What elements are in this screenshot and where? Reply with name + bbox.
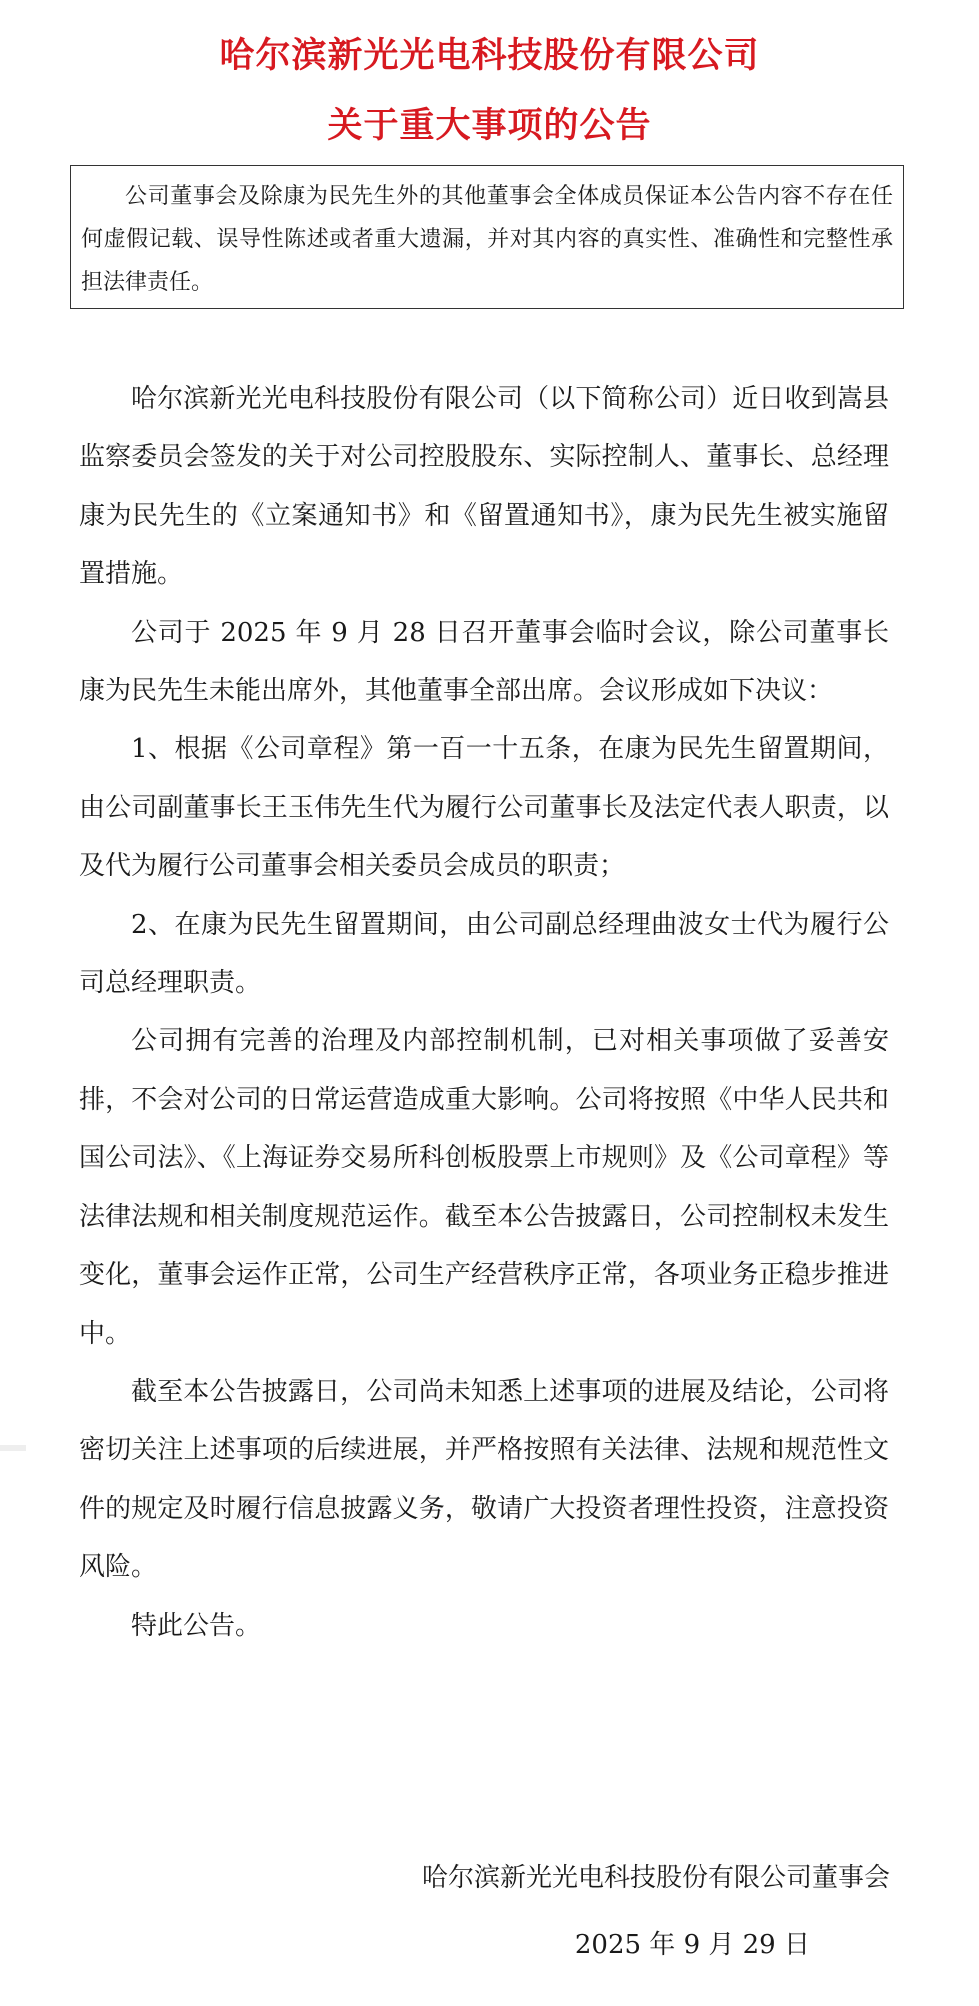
- signature-organization: 哈尔滨新光光电科技股份有限公司董事会: [421, 1863, 890, 1893]
- board-statement-text: 公司董事会及除康为民先生外的其他董事会全体成员保证本公告内容不存在任何虚假记载、误导性陈述或者重大遗漏，并对其内容的真实性、准确性和完整性承担法律责任。: [81, 184, 893, 295]
- announcement-body: [79, 370, 889, 1655]
- signature-date: 2025 年 9 月 29 日: [574, 1930, 810, 1960]
- paragraph-governance: 公司拥有完善的治理及内部控制机制，已对相关事项做了妥善安排，不会对公司的日常运营造成重大影响。公司将按照《中华人民共和国公司法》、《上海证券交易所科创板股票上市规则》及《公司章程》等法律法规和相关制度规范运作。截至本公告披露日，公司控制权未发生变化，董事会运作正常，公司生产经营秩序正常，各项业务正稳步推进中。: [79, 1026, 889, 1349]
- announcement-title: 关于重大事项的公告: [327, 105, 652, 146]
- paragraph-investigation: 哈尔滨新光光电科技股份有限公司（以下简称公司）近日收到嵩县监察委员会签发的关于对公司控股股东、实际控制人、董事长、总经理康为民先生的《立案通知书》和《留置通知书》，康为民先生被实施留置措施。: [79, 384, 889, 590]
- paragraph-resolution-1: 1、根据《公司章程》第一百一十五条，在康为民先生留置期间，由公司副董事长王玉伟先生代为履行公司董事长及法定代表人职责，以及代为履行公司董事会相关委员会成员的职责；: [79, 734, 889, 882]
- paragraph-closing: 特此公告。: [131, 1610, 262, 1641]
- paragraph-disclosure: 截至本公告披露日，公司尚未知悉上述事项的进展及结论，公司将密切关注上述事项的后续进展，并严格按照有关法律、法规和规范性文件的规定及时履行信息披露义务，敬请广大投资者理性投资，注意投资风险。: [79, 1376, 889, 1583]
- margin-mark: [0, 1445, 26, 1451]
- board-statement-box: [70, 165, 904, 309]
- paragraph-board-meeting: 公司于 2025 年 9 月 28 日召开董事会临时会议，除公司董事长康为民先生未能出席外，其他董事全部出席。会议形成如下决议：: [79, 617, 889, 707]
- company-name-heading: 哈尔滨新光光电科技股份有限公司: [219, 35, 760, 76]
- paragraph-resolution-2: 2、在康为民先生留置期间，由公司副总经理曲波女士代为履行公司总经理职责。: [79, 909, 889, 999]
